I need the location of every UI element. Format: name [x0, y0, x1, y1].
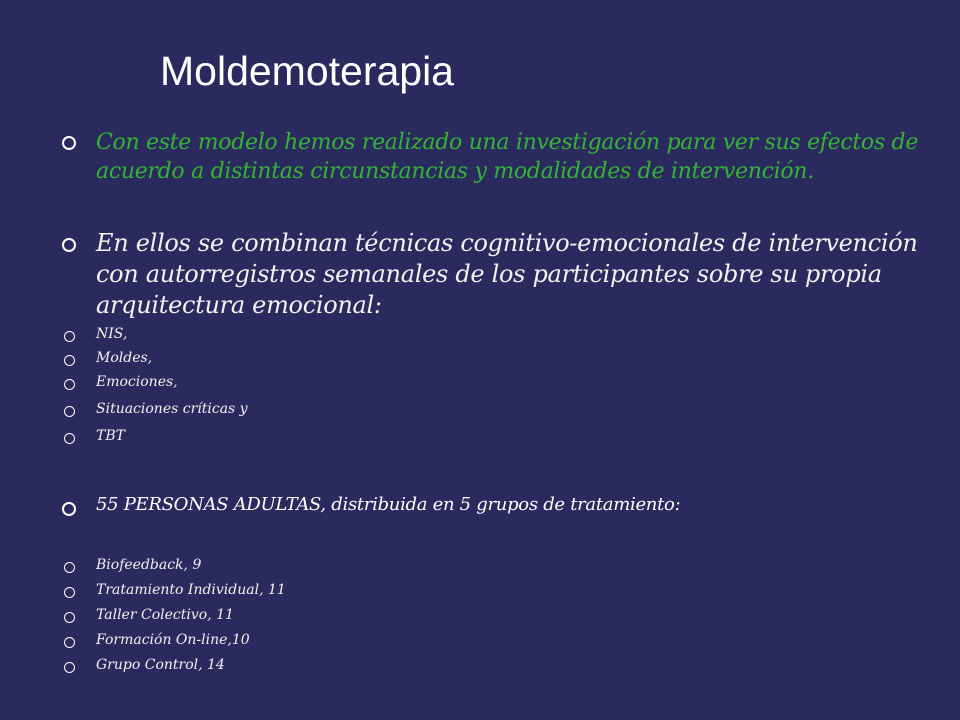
bullet-circle-icon — [64, 433, 75, 444]
bullet-circle-icon — [64, 355, 75, 366]
bullet-circle-icon — [64, 587, 75, 598]
bullet-circle-icon — [62, 238, 76, 252]
bullet-circle-icon — [62, 136, 76, 150]
list-item: Situaciones críticas y — [96, 401, 248, 417]
list-item: Moldes, — [96, 350, 153, 366]
list-item: Taller Colectivo, 11 — [96, 607, 234, 623]
bullet-circle-icon — [64, 637, 75, 648]
list-item: Grupo Control, 14 — [96, 657, 225, 673]
list-item: TBT — [96, 428, 125, 444]
list-item: Biofeedback, 9 — [96, 557, 202, 573]
bullet-circle-icon — [62, 502, 76, 516]
bullet-circle-icon — [64, 379, 75, 390]
slide-title: Moldemoterapia — [160, 48, 454, 94]
bullet-circle-icon — [64, 662, 75, 673]
participants-summary: 55 PERSONAS ADULTAS, distribuida en 5 grupos de tratamiento: — [96, 494, 681, 515]
bullet-circle-icon — [64, 562, 75, 573]
paragraph-research: Con este modelo hemos realizado una investigación para ver sus efectos de acuerdo a distintas circunstancias y modalidades de intervención. — [96, 130, 919, 184]
list-item: NIS, — [96, 326, 128, 342]
bullet-circle-icon — [64, 612, 75, 623]
bullet-circle-icon — [64, 406, 75, 417]
bullet-circle-icon — [64, 331, 75, 342]
list-item: Emociones, — [96, 374, 178, 390]
list-item: Formación On-line,10 — [96, 632, 250, 648]
list-item: Tratamiento Individual, 11 — [96, 582, 286, 598]
paragraph-techniques: En ellos se combinan técnicas cognitivo-emocionales de intervención con autorregistros semanales de los participantes sobre su propia arquitectura emocional: — [96, 229, 918, 319]
